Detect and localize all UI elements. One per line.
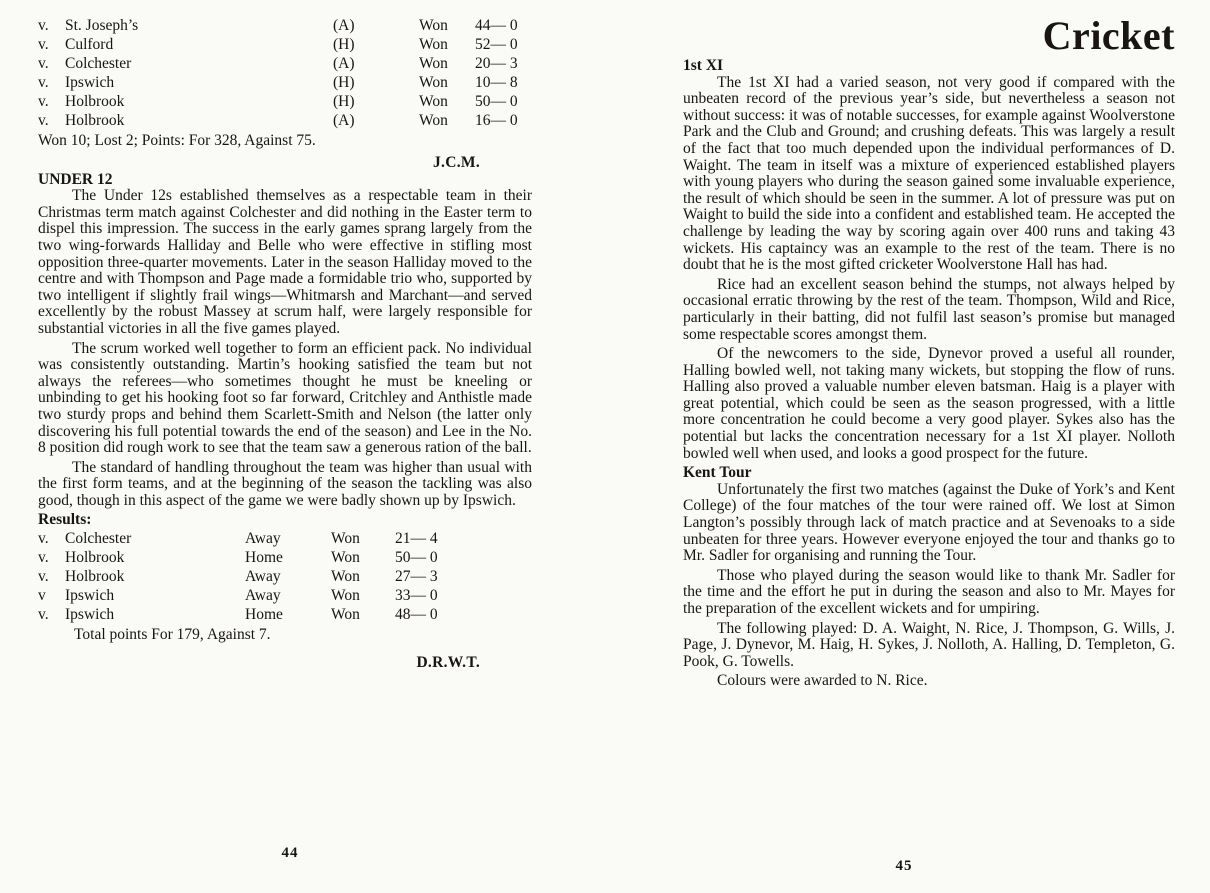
table-row	[38, 16, 532, 35]
paragraph: Of the newcomers to the side, Dynevor proved a useful all rounder, Halling bowled well, not taking many wickets, but stopping the flow of runs. Halling also proved a valuable number eleven batsman. Haig is a player with great potential, which could be seen as the season progressed, with a little more concentration he could become a very good player. Sykes also has the potential but lacks the concentration necessary for a 1st XI player. Nolloth bowled well when used, and looks a good prospect for the future.	[683, 345, 1175, 462]
venue: (H)	[333, 74, 355, 91]
season-summary: Won 10; Lost 2; Points: For 328, Against 75.	[38, 132, 316, 149]
page-title: Cricket	[1042, 13, 1175, 58]
result: Won	[419, 74, 448, 91]
team-name: Ipswich	[65, 587, 115, 605]
score: 27— 3	[395, 568, 438, 586]
table-row	[38, 529, 532, 548]
result: Won	[331, 530, 360, 548]
result: Won	[419, 93, 448, 110]
table-row	[38, 111, 532, 130]
score: 52— 0	[475, 36, 518, 53]
results-table-top	[38, 16, 532, 130]
paragraph: Unfortunately the first two matches (against the Duke of York’s and Kent College) of the four matches of the tour were rained off. We lost at Simon Langton’s possibly through lack of match practice and at Sevenoaks to a side unbeaten for three years. However everyone enjoyed the tour and thanks go to Mr. Sadler for organising and running the Tour.	[683, 480, 1175, 565]
team-name: St. Joseph’s	[65, 17, 139, 34]
score: 44— 0	[475, 17, 518, 34]
author-initials-drwt: D.R.W.T.	[416, 654, 480, 672]
left-page	[38, 16, 532, 672]
total-points: Total points For 179, Against 7.	[74, 626, 271, 644]
results-label: Results:	[38, 511, 92, 529]
result: Won	[331, 549, 360, 567]
section-heading-under-12: UNDER 12	[38, 170, 113, 188]
table-row	[38, 73, 532, 92]
score: 20— 3	[475, 55, 518, 72]
section-heading-kent-tour: Kent Tour	[683, 464, 752, 482]
versus-marker: v.	[38, 112, 49, 129]
versus-marker: v.	[38, 568, 49, 586]
venue: (H)	[333, 93, 355, 110]
result: Won	[331, 606, 360, 624]
result: Won	[419, 112, 448, 129]
table-row	[38, 567, 532, 586]
result: Won	[419, 36, 448, 53]
team-name: Culford	[65, 36, 114, 53]
team-name: Holbrook	[65, 568, 125, 586]
page-number-right: 45	[895, 858, 913, 874]
venue: Away	[245, 568, 281, 586]
page-number-left: 44	[281, 845, 299, 861]
team-name: Holbrook	[65, 93, 125, 110]
venue: Away	[245, 587, 281, 605]
score: 50— 0	[475, 93, 518, 110]
score: 48— 0	[395, 606, 438, 624]
venue: Away	[245, 530, 281, 548]
team-name: Colchester	[65, 530, 132, 548]
versus-marker: v.	[38, 17, 49, 34]
versus-marker: v.	[38, 549, 49, 567]
paragraph: Rice had an excellent season behind the stumps, not always helped by occasional erratic throwing by the rest of the team. Thompson, Wild and Rice, particularly in their batting, did not fulfil last season’s promise but managed some respectable scores amongst them.	[683, 275, 1175, 343]
score: 50— 0	[395, 549, 438, 567]
table-row	[38, 35, 532, 54]
team-name: Ipswich	[65, 74, 115, 91]
score: 33— 0	[395, 587, 438, 605]
table-row	[38, 54, 532, 73]
venue: (A)	[333, 55, 355, 72]
section-heading-1st-xi: 1st XI	[683, 57, 724, 74]
versus-marker: v	[38, 587, 46, 605]
result: Won	[419, 55, 448, 72]
versus-marker: v.	[38, 606, 49, 624]
paragraph: The standard of handling throughout the team was higher than usual with the first form teams, and at the beginning of the season the tackling was also good, though in this aspect of the game we were badly shown up by Ipswich.	[38, 458, 532, 509]
table-row	[38, 605, 532, 624]
versus-marker: v.	[38, 36, 49, 53]
venue: Home	[245, 606, 283, 624]
score: 10— 8	[475, 74, 518, 91]
paragraph: Colours were awarded to N. Rice.	[717, 672, 928, 690]
team-name: Holbrook	[65, 112, 125, 129]
paragraph: Those who played during the season would like to thank Mr. Sadler for the time and the effort he put in during the season and also to Mr. Mayes for the preparation of the excellent wickets and for umpiring.	[683, 566, 1175, 617]
score: 21— 4	[395, 530, 438, 548]
result: Won	[331, 568, 360, 586]
right-page	[683, 14, 1175, 690]
results-table-under12	[38, 529, 532, 624]
versus-marker: v.	[38, 93, 49, 110]
venue: (H)	[333, 36, 355, 53]
team-name: Colchester	[65, 55, 132, 72]
author-initials-jcm: J.C.M.	[433, 154, 480, 171]
paragraph: The scrum worked well together to form an efficient pack. No individual was consistently outstanding. Martin’s hooking satisfied the team but not always the referees—who sometimes thought he must be kneeling or unbinding to get his hooking foot so far forward, Critchley and Anthistle made two sturdy props and behind them Scarlett-Smith and Nelson (the latter only discovering his full potential towards the end of the season) and Lee in the No. 8 position did rough work to see that the team saw a generous ration of the ball.	[38, 339, 532, 457]
venue: (A)	[333, 112, 355, 129]
versus-marker: v.	[38, 74, 49, 91]
versus-marker: v.	[38, 55, 49, 72]
paragraph: The Under 12s established themselves as a respectable team in their Christmas term match against Colchester and did nothing in the Easter term to dispel this impression. The success in the early games sprang largely from the two wing-forwards Halliday and Belle who were effective in stifling most opposition three-quarter movements. Later in the season Halliday moved to the centre and with Thompson and Page made a formidable trio who, supported by two intelligent if slightly frail wings—Whitmarsh and Marchant—and served excellently by the robust Massey at scrum half, were largely responsible for substantial victories in all the five games played.	[38, 187, 532, 337]
paragraph: The following played: D. A. Waight, N. Rice, J. Thompson, G. Wills, J. Page, J. Dynevor, M. Haig, H. Sykes, J. Nolloth, A. Halling, D. Templeton, G. Pook, G. Towells.	[683, 619, 1175, 670]
table-row	[38, 548, 532, 567]
team-name: Holbrook	[65, 549, 125, 567]
venue: (A)	[333, 17, 355, 34]
result: Won	[419, 17, 448, 34]
result: Won	[331, 587, 360, 605]
venue: Home	[245, 549, 283, 567]
versus-marker: v.	[38, 530, 49, 548]
table-row	[38, 586, 532, 605]
paragraph: The 1st XI had a varied season, not very good if compared with the unbeaten record of the previous year’s side, but nevertheless a season not without success: it was of notable successes, for example against Woolverstone Park and the Club and Ground; and crushing defeats. This was largely a result of the fact that too much depended upon the individual performances of D. Waight. The team in itself was a mixture of experienced established players with young players who during the season gained some invaluable experience, the result of which should be seen in the summer. A lot of pressure was put on Waight to build the side into a confident and established team. He accepted the challenge by leading the way by scoring again over 400 runs and taking 43 wickets. His captaincy was an example to the rest of the team. There is no doubt that he is the most gifted cricketer Woolverstone Hall has had.	[683, 73, 1175, 274]
team-name: Ipswich	[65, 606, 115, 624]
score: 16— 0	[475, 112, 518, 129]
table-row	[38, 92, 532, 111]
